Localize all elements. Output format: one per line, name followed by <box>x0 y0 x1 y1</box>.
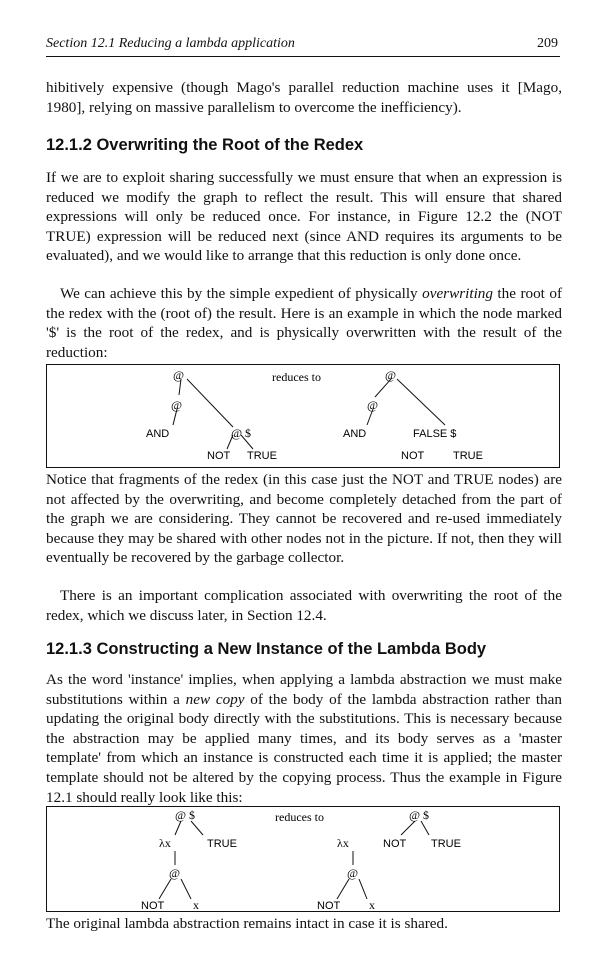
running-header <box>46 36 560 58</box>
reduces-to-label-2: reduces to <box>275 810 324 824</box>
graph-diagram-1 <box>47 365 561 469</box>
node-redex-root-2: @ $ <box>175 808 196 822</box>
node-not-left: NOT <box>207 450 231 462</box>
paragraph-sharing: If we are to exploit sharing successfully we must ensure that when an expression is reduced we modify the graph to reflect the result. This will ensure that shared expressions will only be reduced once. For instance, in Figure 12.2 the (NOT TRUE) expression will be reduced next (since AND requires its arguments to be evaluated), and we would like to arrange that this reduction is only done once. <box>46 169 562 265</box>
node-not-detached: NOT <box>401 450 425 462</box>
node-lambda-right: λx <box>337 836 349 850</box>
node-x-right: x <box>369 898 375 912</box>
running-header-title: Section 12.1 Reducing a lambda application <box>46 36 295 51</box>
graph-diagram-2 <box>47 807 561 913</box>
paragraph-continuation: hibitively expensive (though Mago's parallel reduction machine uses it [Mago, 1980], relying on massive parallelism to overcome the inefficiency). <box>46 79 562 116</box>
node-lambda-left: λx <box>159 836 171 850</box>
figure-new-instance <box>46 806 560 912</box>
header-rule <box>46 56 560 57</box>
paragraph-new-instance-text-b: of the body of the lambda abstraction rather than updating the original body directly with the substitutions. This is necessary because the abstraction may be applied many times, and its body serves as a 'master template' from which an instance is constructed each time it is applied; the master template should not be altered by the copying process. Thus the example in Figure 12.1 should really look like this: <box>46 690 562 806</box>
node-not-copy: NOT <box>383 838 407 850</box>
node-not-body-right: NOT <box>317 900 341 912</box>
paragraph-overwriting <box>46 284 562 362</box>
reduces-to-label-1: reduces to <box>272 370 321 384</box>
node-app-mid-left: @ <box>171 398 183 412</box>
node-app-body-left: @ <box>169 866 181 880</box>
node-false-result: FALSE $ <box>413 428 457 440</box>
node-app-mid-right: @ <box>367 398 379 412</box>
paragraph-complication: There is an important complication associated with overwriting the root of the redex, which we discuss later, in Section 12.4. <box>46 587 562 624</box>
node-true-left: TRUE <box>247 450 277 462</box>
node-x-left: x <box>193 898 199 912</box>
node-app-top-right: @ <box>385 368 397 382</box>
node-redex-root: @ $ <box>231 426 252 440</box>
node-true-detached: TRUE <box>453 450 483 462</box>
node-not-body-left: NOT <box>141 900 165 912</box>
paragraph-new-instance <box>46 670 562 807</box>
paragraph-overwriting-text-b: the root of the redex with the (root of) the result. Here is an example in which the node marked '$' is the root of the redex, and is physically overwritten with the result of the reduction: <box>46 285 563 361</box>
node-true-arg: TRUE <box>207 838 237 850</box>
node-true-copy: TRUE <box>431 838 461 850</box>
page-number: 209 <box>537 36 558 51</box>
node-and-right: AND <box>343 428 367 440</box>
emphasis-overwriting: overwriting <box>422 285 493 302</box>
node-app-body-right: @ <box>347 866 359 880</box>
paragraph-new-instance-text-a: As the word 'instance' implies, when applying a lambda abstraction we must make substitutions within a <box>46 671 562 708</box>
emphasis-new-copy: new copy <box>185 690 245 708</box>
node-result-root-2: @ $ <box>409 808 430 822</box>
node-app-top-left: @ <box>173 368 185 382</box>
section-heading-12-1-2: 12.1.2 Overwriting the Root of the Redex <box>46 136 364 154</box>
paragraph-fragments: Notice that fragments of the redex (in this case just the NOT and TRUE nodes) are not affected by the overwriting, and become completely detached from the part of the graph we are considering. They cannot be recovered and re-used immediately because they may be shared with other nodes not in the picture. If not, then they will eventually be recovered by the garbage collector. <box>46 471 562 567</box>
node-and-left: AND <box>146 428 170 440</box>
section-heading-12-1-3: 12.1.3 Constructing a New Instance of the Lambda Body <box>46 640 487 658</box>
paragraph-closing: The original lambda abstraction remains intact in case it is shared. <box>46 915 448 932</box>
paragraph-overwriting-text-a: We can achieve this by the simple expedient of physically <box>60 285 423 302</box>
figure-overwrite-root <box>46 364 560 468</box>
